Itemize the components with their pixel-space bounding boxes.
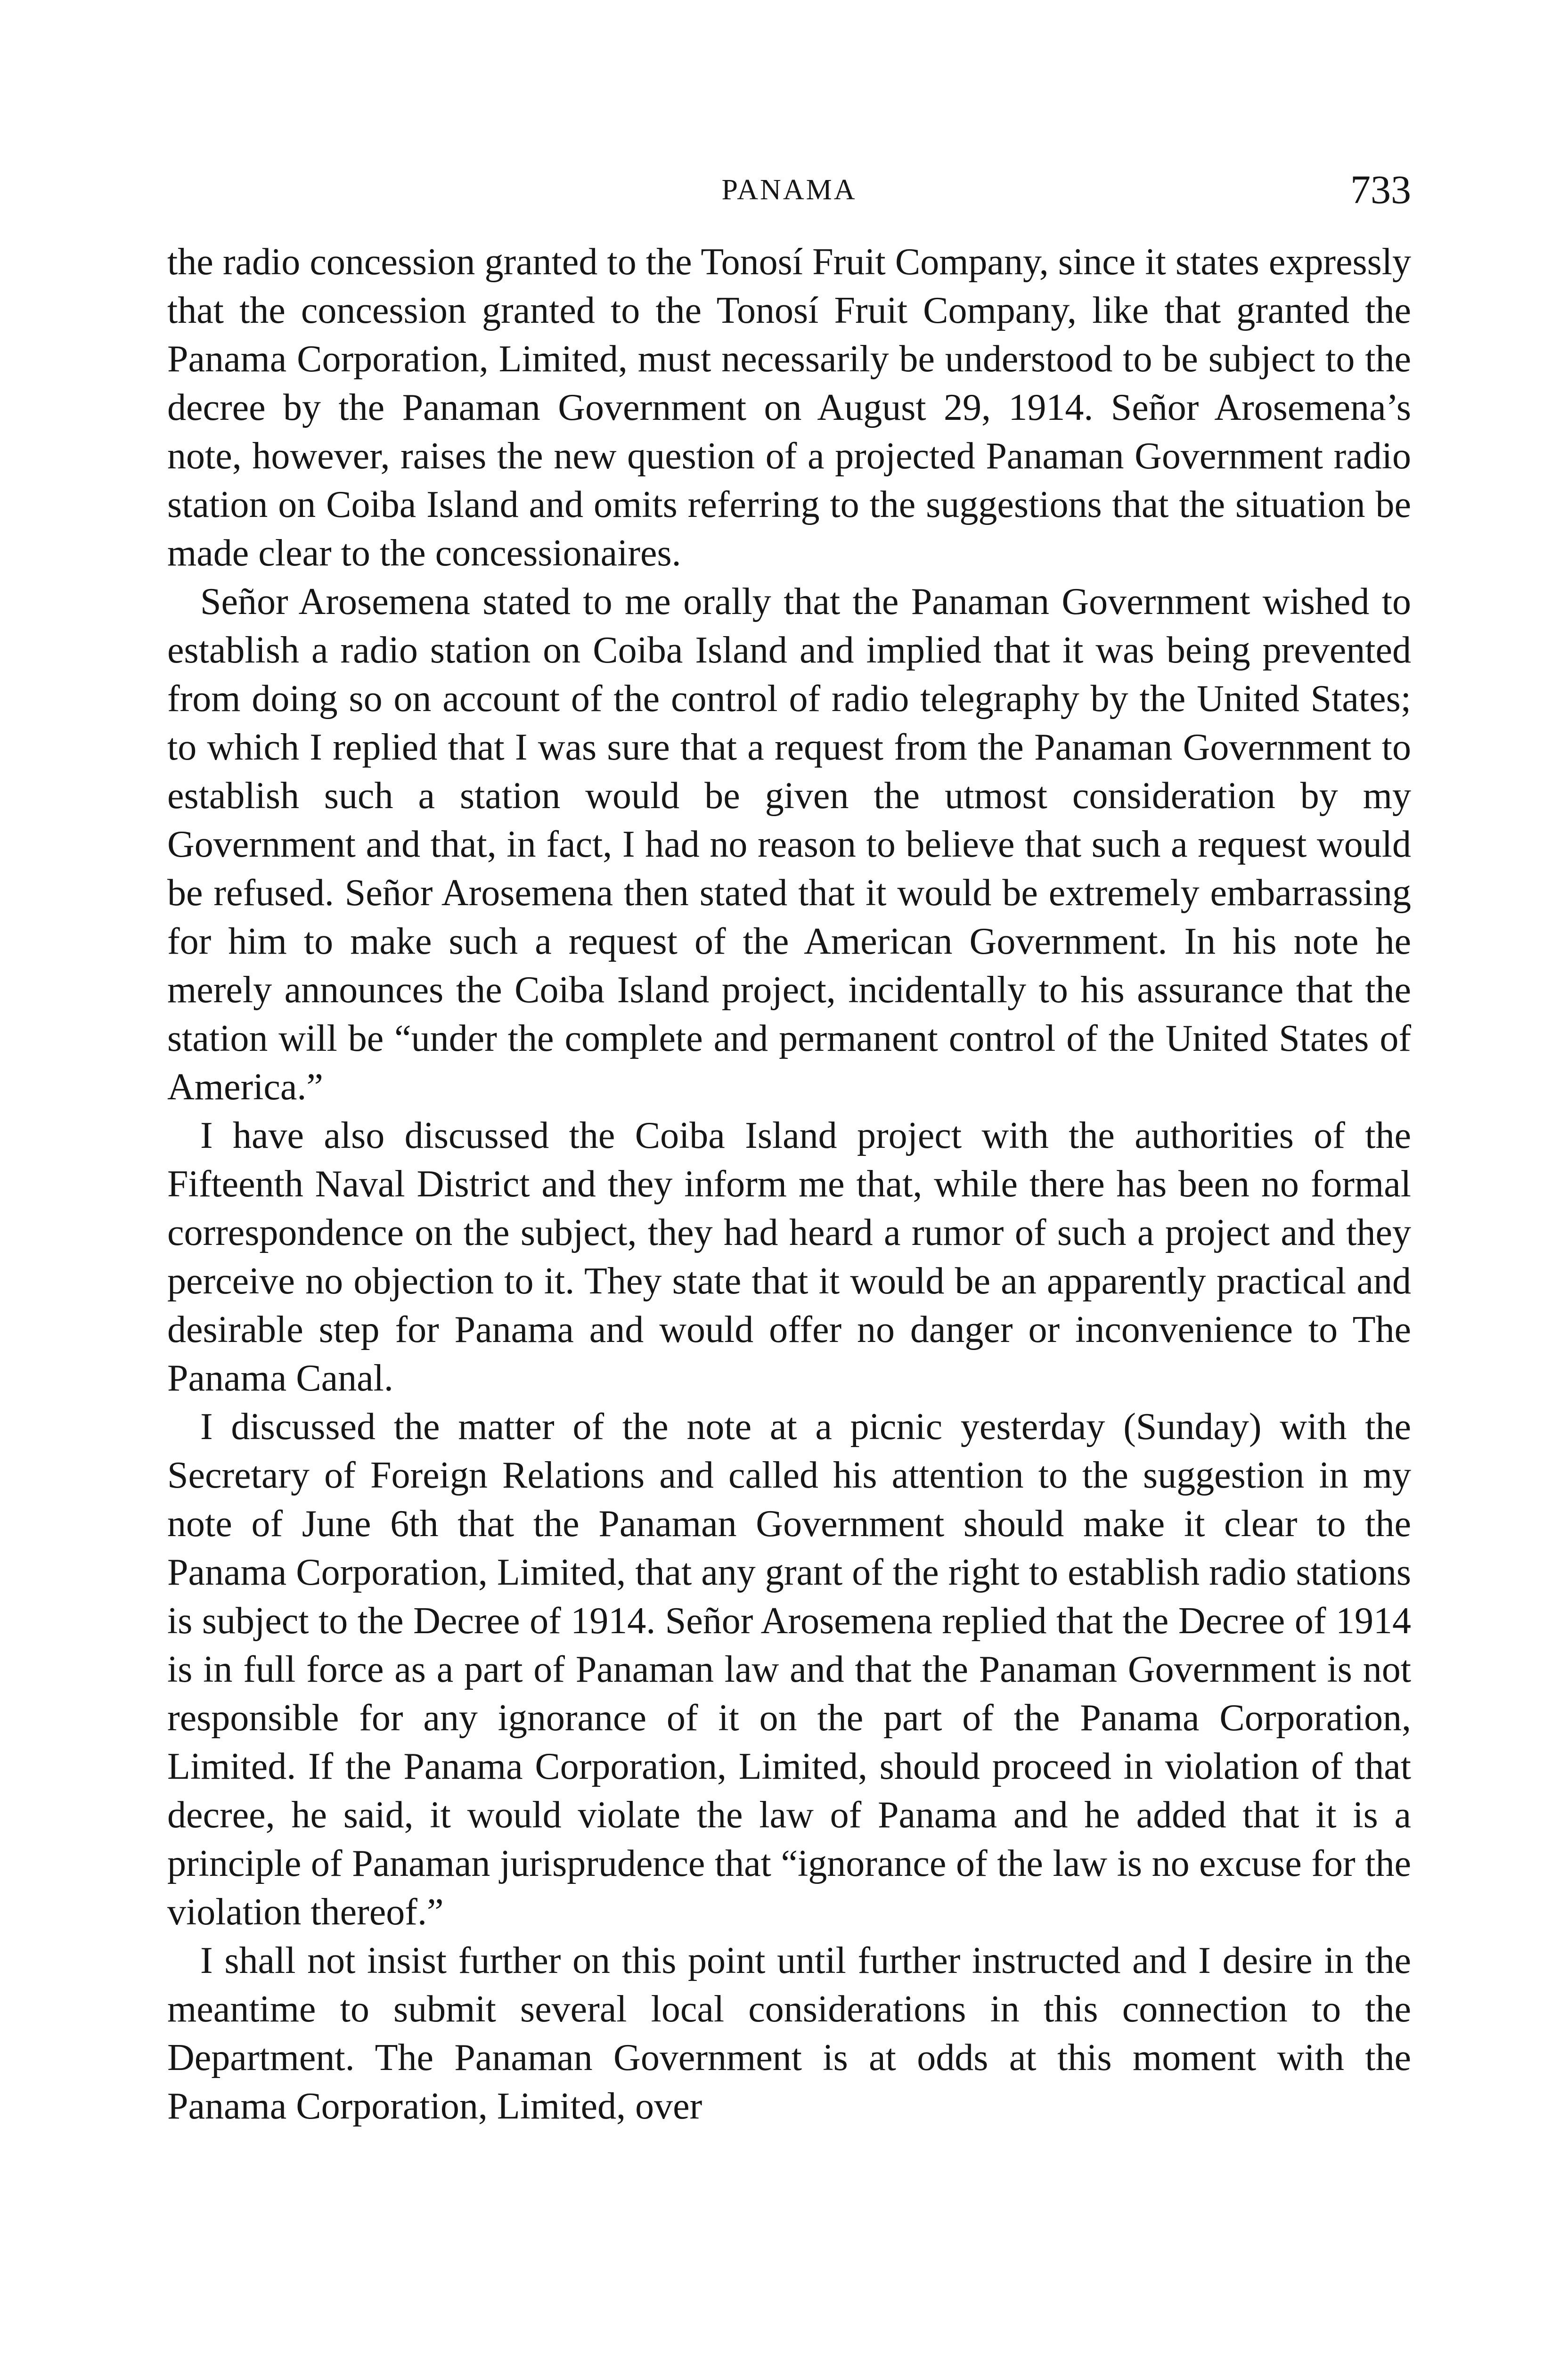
page-number: 733 (1350, 167, 1411, 212)
paragraph: Señor Arosemena stated to me orally that the Panaman Government wished to establish a radio station on Coiba Island and implied that it was being prevented from doing so on account of the control of radio telegraphy by the United States; to which I replied that I was sure that a request from the Panaman Government to establish such a station would be given the utmost consideration by my Government and that, in fact, I had no reason to believe that such a request would be refused. Señor Arosemena then stated that it would be extremely embarrassing for him to make such a request of the American Government. In his note he merely announces the Coiba Island project, incidentally to his assurance that the station will be “under the complete and permanent control of the United States of America.” (167, 581, 1411, 1108)
page-header-title: PANAMA (721, 174, 857, 206)
body-text (167, 238, 1411, 2131)
paragraph-continuation: the radio concession granted to the Tonosí Fruit Company, since it states expressly that the concession granted to the Tonosí Fruit Company, like that granted the Panama Corporation, Limited, must necessarily be understood to be subject to the decree by the Panaman Government on August 29, 1914. Señor Arosemena’s note, however, raises the new question of a projected Panaman Government radio station on Coiba Island and omits referring to the suggestions that the situation be made clear to the concessionaires. (167, 241, 1411, 574)
paragraph: I discussed the matter of the note at a picnic yesterday (Sunday) with the Secretary of Foreign Relations and called his attention to the suggestion in my note of June 6th that the Panaman Government should make it clear to the Panama Corporation, Limited, that any grant of the right to establish radio stations is subject to the Decree of 1914. Señor Arosemena replied that the Decree of 1914 is in full force as a part of Panaman law and that the Panaman Government is not responsible for any ignorance of it on the part of the Panama Corporation, Limited. If the Panama Corporation, Limited, should proceed in violation of that decree, he said, it would violate the law of Panama and he added that it is a principle of Panaman jurisprudence that “ignorance of the law is no excuse for the violation thereof.” (167, 1406, 1411, 1933)
paragraph: I shall not insist further on this point until further instructed and I desire in the meantime to submit several local considerations in this connection to the Department. The Panaman Government is at odds at this moment with the Panama Corporation, Limited, over (167, 1940, 1411, 2127)
paragraph: I have also discussed the Coiba Island project with the authorities of the Fifteenth Naval District and they inform me that, while there has been no formal correspondence on the subject, they had heard a rumor of such a project and they perceive no objection to it. They state that it would be an apparently practical and desirable step for Panama and would offer no danger or inconvenience to The Panama Canal. (167, 1115, 1411, 1399)
running-head (167, 167, 1411, 221)
